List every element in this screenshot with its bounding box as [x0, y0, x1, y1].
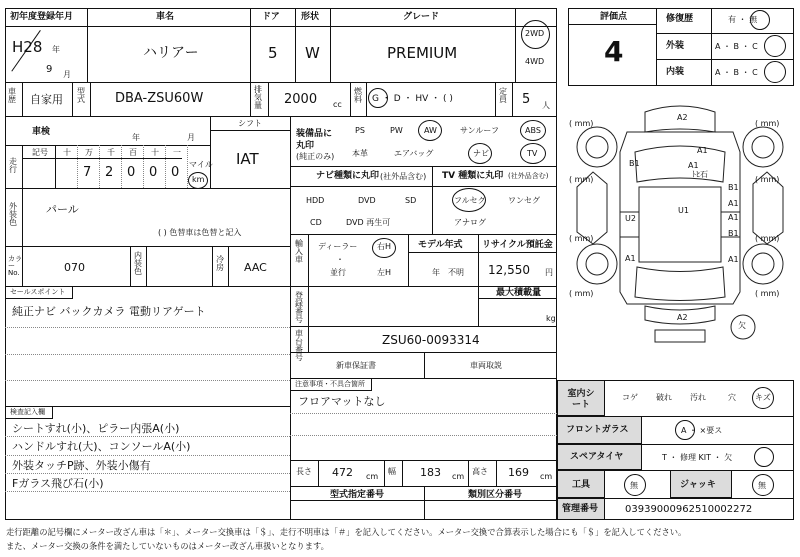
diag-label-3: A1 — [697, 146, 708, 155]
equip-ps: PS — [355, 126, 365, 135]
model-label: 型式 — [77, 87, 85, 104]
notes-value: フロアマットなし — [298, 395, 386, 408]
diag-label-1: A2 — [677, 113, 688, 122]
insp-notes-label: 検査記入欄 — [10, 408, 45, 416]
equip-aw: AW — [424, 126, 437, 135]
shape-label: 形状 — [301, 12, 320, 22]
tools-label: 工具 — [572, 480, 591, 490]
mgmt-value: 03939000962510002272 — [625, 504, 753, 515]
tools-value: 無 — [630, 481, 638, 490]
diag-bracket-6: ( mm) — [755, 234, 780, 243]
month-value: 9 — [46, 64, 53, 75]
tv-oneseg: ワンセグ — [508, 196, 540, 205]
equip-abs: ABS — [525, 126, 541, 135]
mileage-digit: 0 — [149, 165, 158, 180]
mileage-digit: 2 — [105, 165, 114, 180]
usage-value: 自家用 — [30, 93, 63, 106]
diag-label-14: A2 — [677, 313, 688, 322]
ext-color-note: ( ) 色替車は色替と記入 — [158, 228, 242, 237]
cc-unit: cc — [333, 100, 342, 109]
diag-label-7: A1 — [728, 199, 739, 208]
capacity-unit: 人 — [542, 101, 550, 110]
manual: 車両取説 — [470, 361, 502, 370]
reg-label: 登録番号 — [295, 291, 303, 324]
spare-missing-circle — [754, 447, 774, 467]
import-dot: ・ — [336, 255, 344, 264]
color-no-value: 070 — [64, 261, 85, 274]
interior-c-circle — [764, 61, 786, 83]
sales-label: セールスポイント — [10, 288, 66, 296]
repair-label: 修復歴 — [666, 14, 694, 24]
fuel-label: 燃料 — [354, 87, 362, 104]
shift-label: シフト — [238, 119, 262, 128]
width-value: 183 — [420, 466, 441, 479]
cooler-value: AAC — [244, 261, 267, 274]
footer-line-1: 走行距離の記号欄にメーター改ざん車は「＊」、メーター交換車は「＄」、走行不明車は「＃」を記入してください。メーター交換で合算表示した場合にも「＄」を記入してください。 — [6, 527, 687, 537]
interior-options: A ・ B ・ C — [715, 68, 758, 77]
mileage-digit: 0 — [127, 165, 136, 180]
kg-unit: kg — [546, 314, 556, 323]
import-parallel: 並行 — [330, 268, 346, 277]
width-unit: cm — [452, 472, 465, 481]
length-value: 472 — [332, 466, 353, 479]
sheet-label: 室内シート — [567, 389, 595, 410]
score-label: 評価点 — [600, 12, 628, 22]
ext-color-label: 外装色 — [9, 202, 17, 227]
tv-label: TV 種類に丸印 — [442, 171, 504, 181]
navi-hdd: HDD — [306, 196, 325, 205]
sheet-opt-2: 破れ — [656, 393, 672, 402]
navi-label: ナビ種類に丸印 — [316, 171, 380, 181]
tv-analog: アナログ — [454, 218, 486, 227]
diag-bracket-4: ( mm) — [755, 175, 780, 184]
diag-label-2: B1 — [629, 159, 640, 168]
diag-bracket-2: ( mm) — [755, 119, 780, 128]
diag-bracket-1: ( mm) — [569, 119, 594, 128]
spare-options: T ・ 修理 KIT ・ 欠 — [662, 453, 733, 462]
recycle-yen: 円 — [545, 268, 553, 277]
import-dealer: ディーラー — [318, 242, 358, 251]
navi-dvd: DVD — [358, 196, 376, 205]
mileage-mark-label: 記号 — [32, 148, 48, 157]
diag-label-15: 欠 — [738, 321, 746, 330]
repair-options: 有 ・ 無 — [728, 15, 758, 24]
notes-label: 注意事項・不具合箇所 — [295, 380, 365, 388]
name-label: 車名 — [156, 12, 175, 22]
diag-label-4: A1 — [688, 161, 699, 170]
diag-label-8: U2 — [625, 214, 636, 223]
chassis-label: 車台番号 — [295, 329, 303, 362]
interior-label: 内装 — [666, 67, 685, 77]
grade-label: グレード — [403, 12, 440, 22]
equip-airbag: エアバッグ — [394, 149, 434, 158]
shift-value: IAT — [236, 150, 259, 168]
grade-value: PREMIUM — [387, 44, 458, 62]
insp-note-4: Fガラス飛び石(小) — [12, 477, 104, 490]
diag-label-12: A1 — [625, 254, 636, 263]
equip-pw: PW — [390, 126, 403, 135]
ext-color-value: パール — [46, 203, 79, 216]
equip-navi: ナビ — [473, 149, 489, 158]
door-label: ドア — [262, 12, 280, 22]
mileage-unit: 万 — [85, 148, 93, 157]
height-value: 169 — [508, 466, 529, 479]
diag-label-6: B1 — [728, 183, 739, 192]
type-label: 型式指定番号 — [330, 490, 385, 500]
capacity-label: 定員 — [499, 87, 507, 104]
unit-km: km — [192, 175, 205, 184]
equipment-sub: (純正のみ) — [296, 152, 335, 161]
height-label: 高さ — [472, 467, 488, 476]
inspection-year: 年 — [132, 133, 140, 142]
year-unit: 年 — [52, 45, 60, 54]
fuel-g-circle — [368, 88, 388, 108]
doors-value: 5 — [268, 44, 278, 62]
inspection-label: 車検 — [32, 127, 51, 137]
diag-bracket-7: ( mm) — [569, 289, 594, 298]
import-right: 右H — [377, 242, 392, 251]
diag-bracket-3: ( mm) — [569, 175, 594, 184]
width-label: 幅 — [388, 467, 396, 476]
cooler-label: 冷房 — [216, 255, 224, 272]
sales-text: 純正ナビ バックカメラ 電動リアゲート — [12, 305, 206, 318]
equip-tv: TV — [527, 149, 538, 158]
class-label: 類別区分番号 — [468, 490, 523, 500]
navi-sd: SD — [405, 196, 417, 205]
import-label: 輸入車 — [295, 239, 303, 264]
car-name: ハリアー — [143, 45, 199, 61]
insp-note-2: ハンドルすれ(大)、コンソールA(小) — [12, 440, 191, 453]
inspection-month: 月 — [187, 133, 195, 142]
max-load-label: 最大積載量 — [496, 288, 542, 298]
tv-sub: (社外品含む) — [508, 172, 549, 180]
displacement-label: 排気量 — [254, 85, 262, 110]
navi-sub: (社外品含む) — [380, 172, 427, 181]
sheet-opt-4: 穴 — [728, 393, 736, 402]
era-value: H28 — [12, 38, 43, 56]
drive-4wd: 4WD — [525, 57, 545, 66]
exterior-label: 外装 — [666, 41, 685, 51]
drive-2wd: 2WD — [525, 29, 545, 38]
exterior-options: A ・ B ・ C — [715, 42, 758, 51]
height-unit: cm — [540, 472, 553, 481]
sheet-opt-3: 汚れ — [690, 393, 706, 402]
footer-line-2: また、メーター交換の条件を満たしていないものはメーター改ざん車扱いとなります。 — [6, 541, 329, 551]
navi-cd: CD — [310, 218, 322, 227]
import-left: 左H — [377, 268, 392, 277]
mileage-label: 走行 — [9, 157, 17, 174]
diag-label-13: A1 — [728, 255, 739, 264]
sheet-opt-5: キズ — [755, 393, 771, 402]
usage-label: 車歴 — [8, 87, 16, 104]
diag-label-5: ﾄﾋ石 — [692, 170, 708, 179]
model-year-value: 年 不明 — [432, 268, 464, 277]
model-year-label: モデル年式 — [418, 240, 463, 250]
mgmt-label: 管理番号 — [562, 504, 599, 514]
mileage-unit: 一 — [173, 148, 181, 157]
length-label: 長さ — [296, 467, 312, 476]
recycle-label: リサイクル預託金 — [482, 240, 553, 250]
equipment-label: 装備品に丸印 — [296, 129, 333, 151]
shape-value: W — [305, 44, 320, 62]
month-unit: 月 — [63, 70, 71, 79]
equip-leather: 本革 — [352, 149, 368, 158]
diag-bracket-5: ( mm) — [569, 234, 594, 243]
exterior-c-circle — [764, 35, 786, 57]
mileage-unit: 百 — [129, 148, 137, 157]
chassis-value: ZSU60-0093314 — [382, 333, 480, 347]
capacity-value: 5 — [522, 92, 531, 107]
interior-color-label: 内装色 — [134, 251, 142, 276]
mileage-unit: 千 — [107, 148, 115, 157]
spare-label: スペアタイヤ — [570, 452, 624, 462]
navi-dvd-play: DVD 再生可 — [346, 218, 391, 227]
score-value: 4 — [604, 35, 624, 68]
diag-label-10: A1 — [728, 213, 739, 222]
fuel-options: G ・ D ・ HV ・ ( ) — [372, 94, 453, 104]
recycle-value: 12,550 — [488, 263, 530, 277]
year-label: 初年度登録年月 — [10, 12, 74, 22]
mileage-unit: 十 — [63, 148, 71, 157]
diag-bracket-8: ( mm) — [755, 289, 780, 298]
length-unit: cm — [366, 472, 379, 481]
equip-sunroof: サンルーフ — [460, 126, 499, 135]
sheet-opt-1: コゲ — [622, 393, 638, 402]
mileage-digit: 0 — [171, 165, 180, 180]
glass-options: A ・ ×要ス — [681, 426, 723, 435]
insp-note-3: 外装タッチP跡、外装小傷有 — [12, 459, 151, 472]
displacement-value: 2000 — [284, 92, 318, 107]
tv-fullseg: フルセグ — [454, 196, 486, 205]
diag-label-11: B1 — [728, 229, 739, 238]
model-value: DBA-ZSU60W — [115, 91, 204, 106]
mileage-unit: 十 — [151, 148, 159, 157]
warranty: 新車保証書 — [336, 361, 376, 370]
glass-label: フロントガラス — [566, 425, 629, 435]
mileage-digit: 7 — [83, 165, 92, 180]
jack-label: ジャッキ — [680, 480, 716, 490]
repair-none-circle — [750, 10, 770, 30]
unit-mile: マイル — [189, 160, 213, 169]
color-no-label: カラーNo. — [8, 255, 22, 277]
diag-label-9: U1 — [678, 206, 689, 215]
insp-note-1: シートすれ(小)、ピラー内張A(小) — [12, 422, 180, 435]
jack-value: 無 — [758, 481, 766, 490]
